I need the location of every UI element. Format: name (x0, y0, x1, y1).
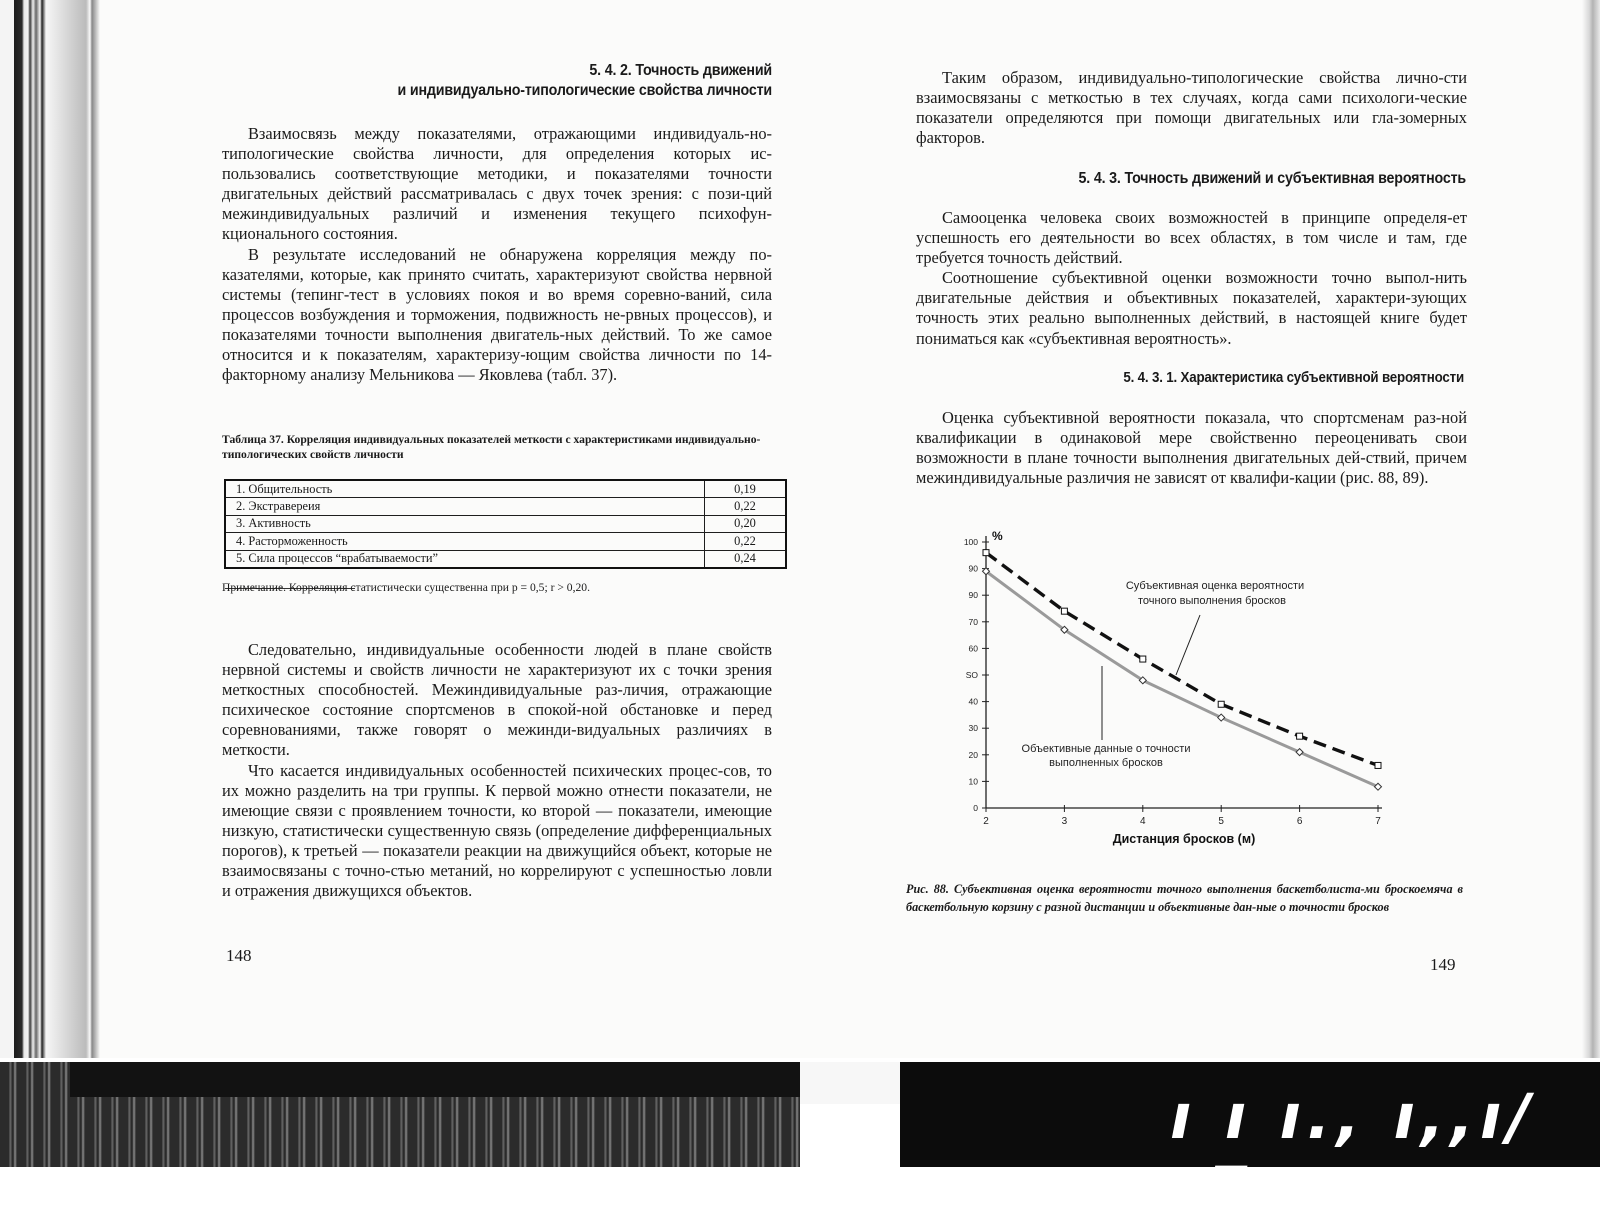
y-tick-label: 100 (963, 537, 978, 547)
correlation-table (224, 479, 787, 569)
right-text-block-3 (916, 408, 1467, 488)
annotation-subjective-line2: точного выполнения бросков (1137, 595, 1287, 607)
y-tick-label: 10 (968, 776, 978, 787)
left-paragraph-2: В результате исследований не обнаружена корреляция между по-казателями, которые, как принято считать, характеризуют свойства нервной системы (тепинг-тест в условиях покоя и во время соревно-ваний, сила процессов возбуждения и торможения, подвижность не-рвных процессов), и показателями точности выполнения двигатель-ных действий. То же самое относится и к показателям, характеризу-ющим свойства личности по 14-факторному анализу Мельникова — Яковлева (табл. 37). (222, 244, 772, 385)
right-paragraph-1: Таким образом, индивидуально-типологические свойства лично-сти взаимосвязаны с меткостью в тех случаях, когда сами психологи-ческие показатели определяются при помощи двигательных или гла-зомерных факторов. (916, 68, 1467, 148)
x-tick-label: 3 (1061, 816, 1068, 827)
y-unit-label: % (992, 530, 1003, 543)
x-tick-label: 4 (1140, 816, 1146, 827)
table-cell-label: 1. Общительность (225, 480, 705, 498)
left-paragraph-3: Следовательно, индивидуальные особенности людей в плане свойств нервной системы и свойств личности не характеризуют их с точки зрения меткостных способностей. Межиндивидуальные раз-личия, отражающие психическое состояние спортсменов в спокой-ной обстановке и перед соревнованиями, также говорят о межинди-видуальных различиях в меткости. (222, 640, 772, 760)
data-point-subjective (1140, 656, 1146, 662)
y-tick-label: 40 (968, 696, 978, 707)
table-row (225, 550, 786, 568)
data-point-subjective (1061, 608, 1067, 614)
annotation-subjective-leader (1176, 615, 1200, 675)
table-cell-label: 5. Сила процессов “врабатываемости” (225, 550, 705, 568)
section-heading-5-4-2: 5. 4. 2. Точность движений и индивидуально-типологические свойства личности (397, 62, 772, 99)
x-axis-title: Дистанция бросков (м) (1112, 832, 1256, 846)
y-tick-label: 70 (968, 616, 978, 627)
scan-artifact-text: ı ı ı., ı,,ı/ıЛ (1170, 1080, 1536, 1226)
table-cell-value: 0,24 (705, 550, 787, 568)
page-number-left: 148 (226, 946, 252, 965)
throw-accuracy-chart (960, 530, 1430, 860)
y-tick-label: 0 (973, 803, 978, 813)
table-caption: Таблица 37. Корреляция индивидуальных показателей меткости с характеристиками индивидуально-типологических свойств личности (222, 433, 761, 461)
table-row (225, 498, 786, 515)
right-text-block-2 (916, 208, 1467, 349)
y-tick-label: 90 (968, 590, 978, 601)
data-point-subjective (1218, 701, 1224, 707)
y-tick-label: 30 (968, 723, 978, 734)
y-tick-label: 90 (968, 563, 978, 574)
table-cell-label: 3. Активность (225, 515, 705, 532)
scan-artifact-gap (800, 1062, 900, 1104)
table-cell-label: 4. Расторможенность (225, 533, 705, 550)
y-tick-label: 20 (968, 749, 978, 760)
right-paragraph-2: Самооценка человека своих возможностей в принципе определя-ет успешность его деятельности во всех областях, в том числе и там, где требуется точность действий. (916, 208, 1467, 268)
figure-caption: Рис. 88. Субъективная оценка вероятности точного выполнения баскетболиста-ми броскоемяча в баскетбольную корзину с разной дистанции и объективные дан-ные о точности бросков (906, 882, 1463, 914)
scan-artifact-left-top (70, 1062, 800, 1097)
right-paragraph-4: Оценка субъективной вероятности показала, что спортсменам раз-ной квалификации в одинаковой мере свойственно переоценивать свои возможности в плане точности выполнения двигательных дей-ствий, причем межиндивидуальные различия не зависят от квалифи-кации (рис. 88, 89). (916, 408, 1467, 488)
scan-binding-shadow (0, 0, 100, 1060)
table-note: Примечание. Корреляция статистически существенна при р = 0,5; r > 0,20. (222, 581, 590, 594)
left-text-block-1 (222, 124, 772, 385)
page-number-right: 149 (1430, 955, 1456, 974)
table-row (225, 480, 786, 498)
y-tick-label: 60 (968, 643, 978, 654)
left-paragraph-1: Взаимосвязь между показателями, отражающими индивидуаль-но-типологические свойства личности, для определения которых ис-пользовались соответствующие методики, и показателями точности двигательных действий рассматривалась с двух точек зрения: с пози-ций межиндивидуальных различий и изменения текущего психофун-кционального состояния. (222, 124, 772, 244)
left-text-block-2 (222, 640, 772, 901)
table-cell-label: 2. Экстравереия (225, 498, 705, 515)
data-point-subjective (1297, 733, 1303, 739)
y-tick-label: SO (965, 670, 978, 680)
table-cell-value: 0,20 (705, 515, 787, 532)
right-text-block-1 (916, 68, 1467, 148)
annotation-objective-line2: выполненных бросков (1049, 757, 1163, 769)
data-point-subjective (983, 550, 989, 556)
section-heading-5-4-3-1: 5. 4. 3. 1. Характеристика субъективной вероятности (1123, 370, 1464, 386)
x-tick-label: 2 (983, 816, 989, 827)
x-tick-label: 6 (1296, 816, 1303, 827)
scan-page-edge (1582, 0, 1600, 1060)
table-row (225, 515, 786, 532)
table-cell-value: 0,22 (705, 533, 787, 550)
annotation-objective-line1: Объективные данные о точности (1021, 743, 1191, 755)
left-paragraph-4: Что касается индивидуальных особенностей психических процес-сов, то их можно разделить на три группы. К первой можно отнести показатели, не имеющие связи с проявлением точности, ко второй — показатели, имеющие низкую, статистически существенную связь (определение дифференциальных порогов), к третьей — показатели реакции на движущийся объект, которые не взаимосвязаны с точно-стью метаний, но коррелируют с успешностью ловли и отражения движущихся объектов. (222, 760, 772, 901)
right-paragraph-3: Соотношение субъективной оценки возможности точно выпол-нить двигательные действия и объективных показателей, характери-зующих точность этих реально выполненных действий, в настоящей книге будет пониматься как «субъективная вероятность». (916, 268, 1467, 348)
annotation-subjective-line1: Субъективная оценка вероятности (1125, 580, 1305, 592)
table-row (225, 533, 786, 550)
section-heading-5-4-3: 5. 4. 3. Точность движений и субъективная вероятность (1078, 170, 1466, 187)
data-point-subjective (1375, 762, 1381, 768)
x-tick-label: 5 (1218, 816, 1224, 827)
x-tick-label: 7 (1375, 816, 1381, 827)
table-cell-value: 0,19 (705, 480, 787, 498)
table-cell-value: 0,22 (705, 498, 787, 515)
